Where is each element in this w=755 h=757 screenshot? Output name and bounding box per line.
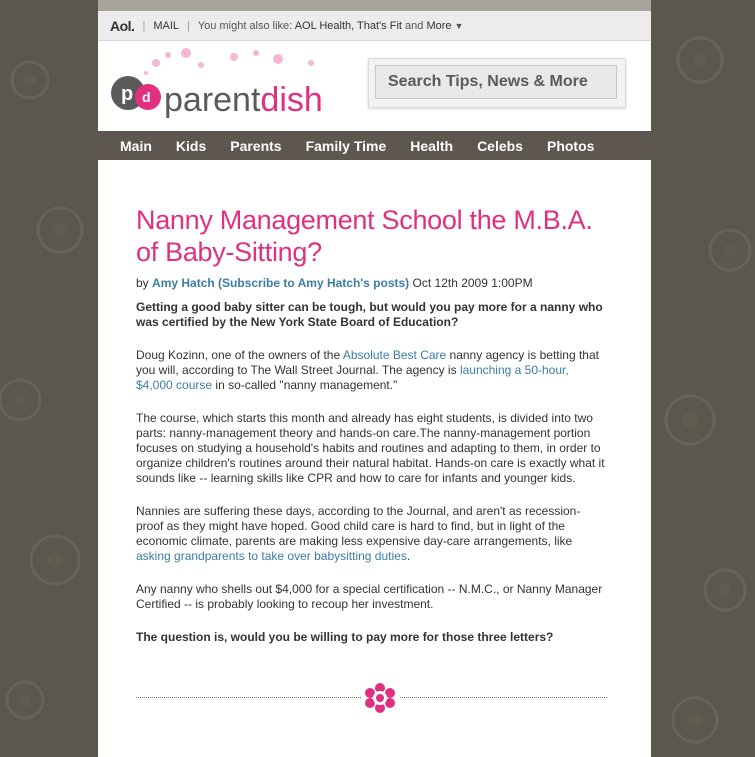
- mail-link[interactable]: MAIL: [153, 19, 179, 32]
- byline: [136, 276, 607, 290]
- svg-text:p: p: [121, 83, 134, 105]
- also-like-text: You might also like:: [197, 19, 293, 32]
- p1-text-c: in so-called "nanny management.": [212, 378, 398, 392]
- course-link[interactable]: launching a 50-hour, $4,000 course: [136, 363, 569, 392]
- paragraph-1: [136, 348, 607, 393]
- nav-item-main[interactable]: Main: [120, 137, 152, 154]
- grandparents-link[interactable]: asking grandparents to take over babysitting duties: [136, 549, 407, 563]
- article: [98, 160, 651, 713]
- paragraph-2: The course, which starts this month and already has eight students, is divided into two parts: nanny-management theory and hands-on care.The nanny-management portion focuses on studying a household's habits and routines and adapting to them, in order to organize children's routines around their natural habitat. Hands-on care is exactly what it sounds like -- learning skills like CPR and how to care for infants and younger kids.: [136, 411, 605, 485]
- absolute-best-care-link[interactable]: Absolute Best Care: [342, 348, 447, 362]
- also-like-label: [198, 20, 464, 32]
- aol-network-bar: [98, 11, 651, 41]
- page-container: [98, 0, 651, 757]
- logo-text-dish: dish: [260, 81, 323, 119]
- nav-item-parents[interactable]: Parents: [230, 137, 282, 154]
- closing-question: The question is, would you be willing to pay more for those three letters?: [136, 630, 554, 644]
- svg-text:d: d: [142, 89, 151, 105]
- flower-icon: [361, 683, 399, 713]
- top-strip: [98, 0, 651, 11]
- also-and-text: and: [405, 19, 424, 32]
- author-link[interactable]: Amy Hatch (Subscribe to Amy Hatch's posts): [152, 276, 410, 290]
- paragraph-3: [136, 504, 607, 564]
- search-input[interactable]: Search Tips, News & More: [375, 65, 617, 99]
- article-divider: [136, 683, 607, 713]
- p1-text-b: nanny agency is betting that you will, according to The Wall Street Journal. The agency is: [136, 348, 599, 377]
- p3-text-b: .: [406, 549, 411, 563]
- separator: |: [187, 19, 190, 32]
- search-box: [368, 58, 626, 108]
- svg-text:parentdish: [164, 81, 323, 119]
- paragraph-4: Any nanny who shells out $4,000 for a special certification -- N.M.C., or Nanny Manager Certified -- is probably looking to recoup her investment.: [136, 582, 603, 611]
- aol-logo[interactable]: Aol.: [110, 17, 135, 34]
- site-header: [98, 41, 651, 131]
- also-like-links[interactable]: AOL Health, That's Fit: [294, 19, 402, 32]
- nav-item-kids[interactable]: Kids: [175, 137, 207, 154]
- article-title[interactable]: Nanny Management School the M.B.A. of Baby-Sitting?: [136, 205, 593, 267]
- parentdish-logo[interactable]: [106, 43, 346, 123]
- byline-by: by: [136, 276, 149, 290]
- nav-item-photos[interactable]: Photos: [546, 137, 595, 154]
- caret-down-icon[interactable]: ▼: [454, 20, 464, 31]
- post-date: Oct 12th 2009 1:00PM: [412, 276, 533, 290]
- p1-text-a: Doug Kozinn, one of the owners of the: [136, 348, 343, 362]
- nav-item-family-time[interactable]: Family Time: [305, 137, 387, 154]
- more-link[interactable]: More: [426, 19, 452, 32]
- p3-text-a: Nannies are suffering these days, according to the Journal, and aren't as recession-proof as they might have hoped. Good child care is hard to find, but in light of the economic climate, parents are making less expensive day-care arrangements, like: [136, 504, 581, 548]
- lead-paragraph: Getting a good baby sitter can be tough, but would you pay more for a nanny who was certified by the New York State Board of Education?: [136, 300, 603, 329]
- logo-text-parent: parent: [164, 81, 261, 119]
- main-nav: [98, 131, 651, 160]
- nav-item-celebs[interactable]: Celebs: [477, 137, 523, 154]
- separator: |: [142, 19, 146, 32]
- nav-item-health[interactable]: Health: [410, 137, 454, 154]
